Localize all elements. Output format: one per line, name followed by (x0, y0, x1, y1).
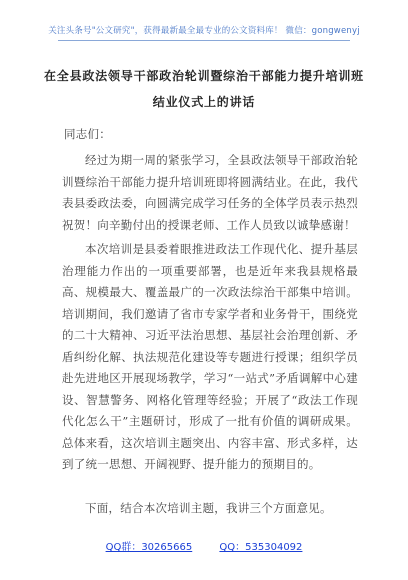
header-divider (58, 40, 350, 41)
paragraph-2: 本次培训是县委着眼推进政法工作现代化、提升基层治理能力作出的一项重要部署，也是近年来我县规格最高、规模最大、覆盖最广的一次政法综治干部集中培训。培训期间，我们邀请了省市专家学者和业务骨干，围绕党的二十大精神、习近平法治思想、基层社会治理创新、矛盾纠纷化解、执法规范化建设等专题进行授课；组织学员赴先进地区开展现场教学，学习“一站式”矛盾调解中心建设、智慧警务、网格化管理等经验；开展了“政法工作现代化怎么干”主题研讨，形成了一批有价值的调研成果。总体来看，这次培训主题突出、内容丰富、形式多样，达到了统一思想、开阔视野、提升能力的预期目的。 (62, 242, 358, 471)
header-note: 关注头条号"公文研究"，获得最新最全最专业的公文资料库！ 微信：gongwenyj (48, 26, 360, 36)
footer-qq-link[interactable]: QQ：535304092 (219, 542, 303, 553)
document-title-line1: 在全县政法领导干部政治轮训暨综治干部能力提升培训班 (43, 69, 364, 83)
paragraph-1: 经过为期一周的紧张学习，全县政法领导干部政治轮训暨综治干部能力提升培训班即将圆满结业。在此，我代表县委政法委，向圆满完成学习任务的全体学员表示热烈祝贺！向辛勤付出的授课老师、工作人员致以诚挚感谢！ (62, 153, 358, 232)
footer-contact (0, 538, 408, 553)
document-title-line2: 结业仪式上的讲话 (152, 95, 256, 109)
footer-qq-group-link[interactable]: QQ群：30265665 (105, 542, 193, 553)
header-promo (0, 24, 408, 36)
greeting: 同志们： (64, 127, 111, 141)
paragraph-3: 下面，结合本次培训主题，我讲三个方面意见。 (85, 501, 332, 515)
